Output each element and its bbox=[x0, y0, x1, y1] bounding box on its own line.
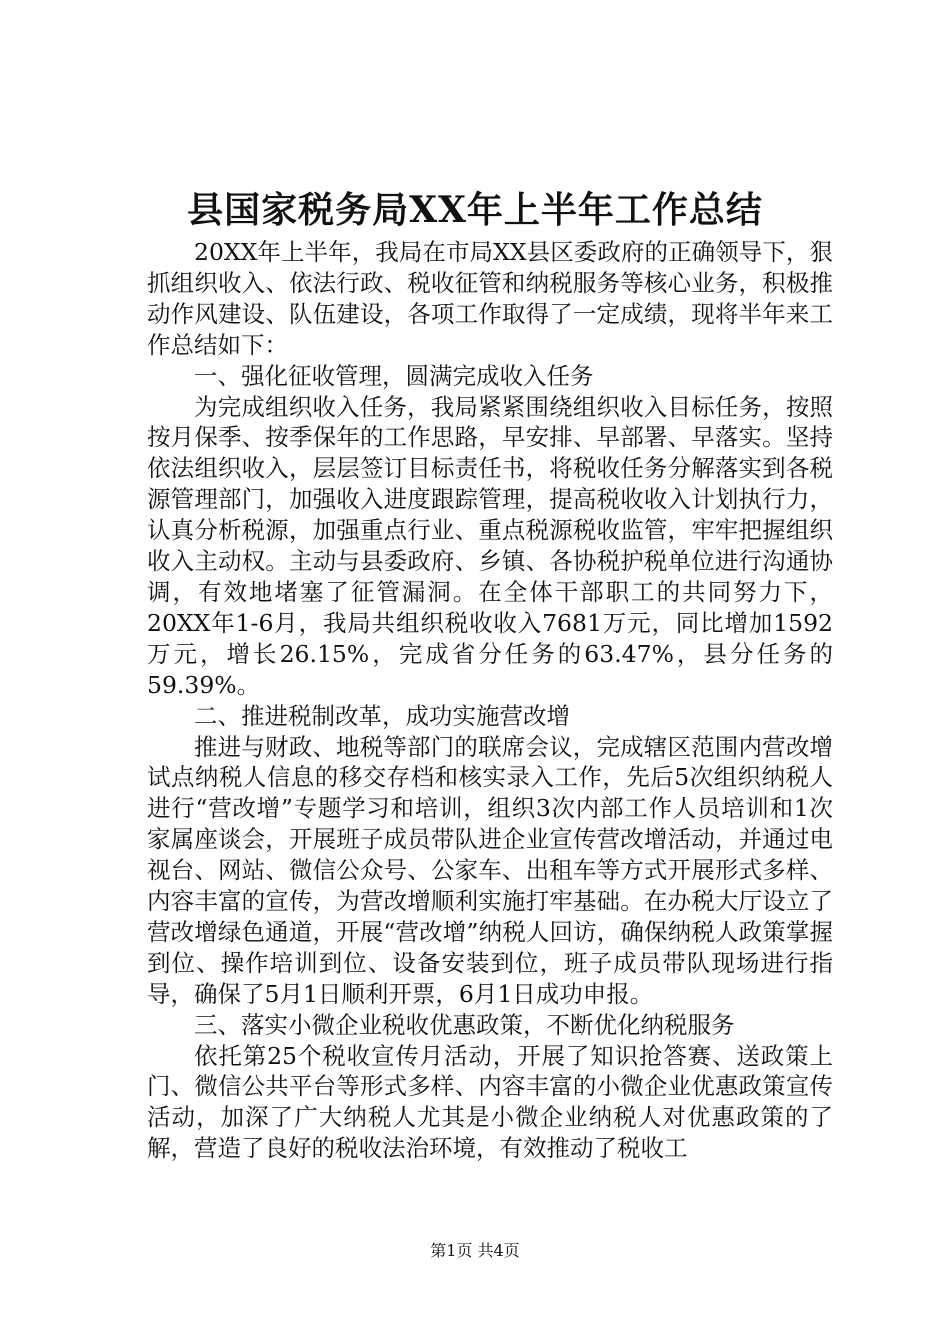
document-title: 县国家税务局XX年上半年工作总结 bbox=[187, 189, 763, 231]
section-heading-1: 一、强化征收管理，圆满完成收入任务 bbox=[194, 361, 594, 390]
intro-paragraph: 20XX年上半年，我局在市局XX县区委政府的正确领导下，狠抓组织收入、依法行政、税收征管和纳税服务等核心业务，积极推动作风建设、队伍建设，各项工作取得了一定成绩，现将半年来工作总结如下： bbox=[147, 238, 833, 359]
section-paragraph-1: 为完成组织收入任务，我局紧紧围绕组织收入目标任务，按照按月保季、按季保年的工作思路，早安排、早部署、早落实。坚持依法组织收入，层层签订目标责任书，将税收任务分解落实到各税源管理部门，加强收入进度跟踪管理，提高税收收入计划执行力，认真分析税源，加强重点行业、重点税源税收监管，牢牢把握组织收入主动权。主动与县委政府、乡镇、各协税护税单位进行沟通协调，有效地堵塞了征管漏洞。在全体干部职工的共同努力下，20XX年1-6月，我局共组织税收收入7681万元，同比增加1592万元，增长26.15%，完成省分任务的63.47%，县分任务的59.39%。 bbox=[147, 392, 833, 699]
section-heading-3: 三、落实小微企业税收优惠政策，不断优化纳税服务 bbox=[194, 1010, 735, 1039]
section-heading-2: 二、推进税制改革，成功实施营改增 bbox=[194, 701, 570, 730]
document-body bbox=[147, 237, 833, 1164]
section-paragraph-2: 推进与财政、地税等部门的联席会议，完成辖区范围内营改增试点纳税人信息的移交存档和核实录入工作，先后5次组织纳税人进行“营改增”专题学习和培训，组织3次内部工作人员培训和1次家属座谈会，开展班子成员带队进企业宣传营改增活动，并通过电视台、网站、微信公众号、公家车、出租车等方式开展形式多样、内容丰富的宣传，为营改增顺利实施打牢基础。在办税大厅设立了营改增绿色通道，开展“营改增”纳税人回访，确保纳税人政策掌握到位、操作培训到位、设备安装到位，班子成员带队现场进行指导，确保了5月1日顺利开票，6月1日成功申报。 bbox=[147, 732, 833, 1008]
page-footer: 第1页 共4页 bbox=[430, 1241, 520, 1260]
section-paragraph-3: 依托第25个税收宣传月活动，开展了知识抢答赛、送政策上门、微信公共平台等形式多样、内容丰富的小微企业优惠政策宣传活动，加深了广大纳税人尤其是小微企业纳税人对优惠政策的了解，营造了良好的税收法治环境，有效推动了税收工 bbox=[147, 1041, 833, 1163]
